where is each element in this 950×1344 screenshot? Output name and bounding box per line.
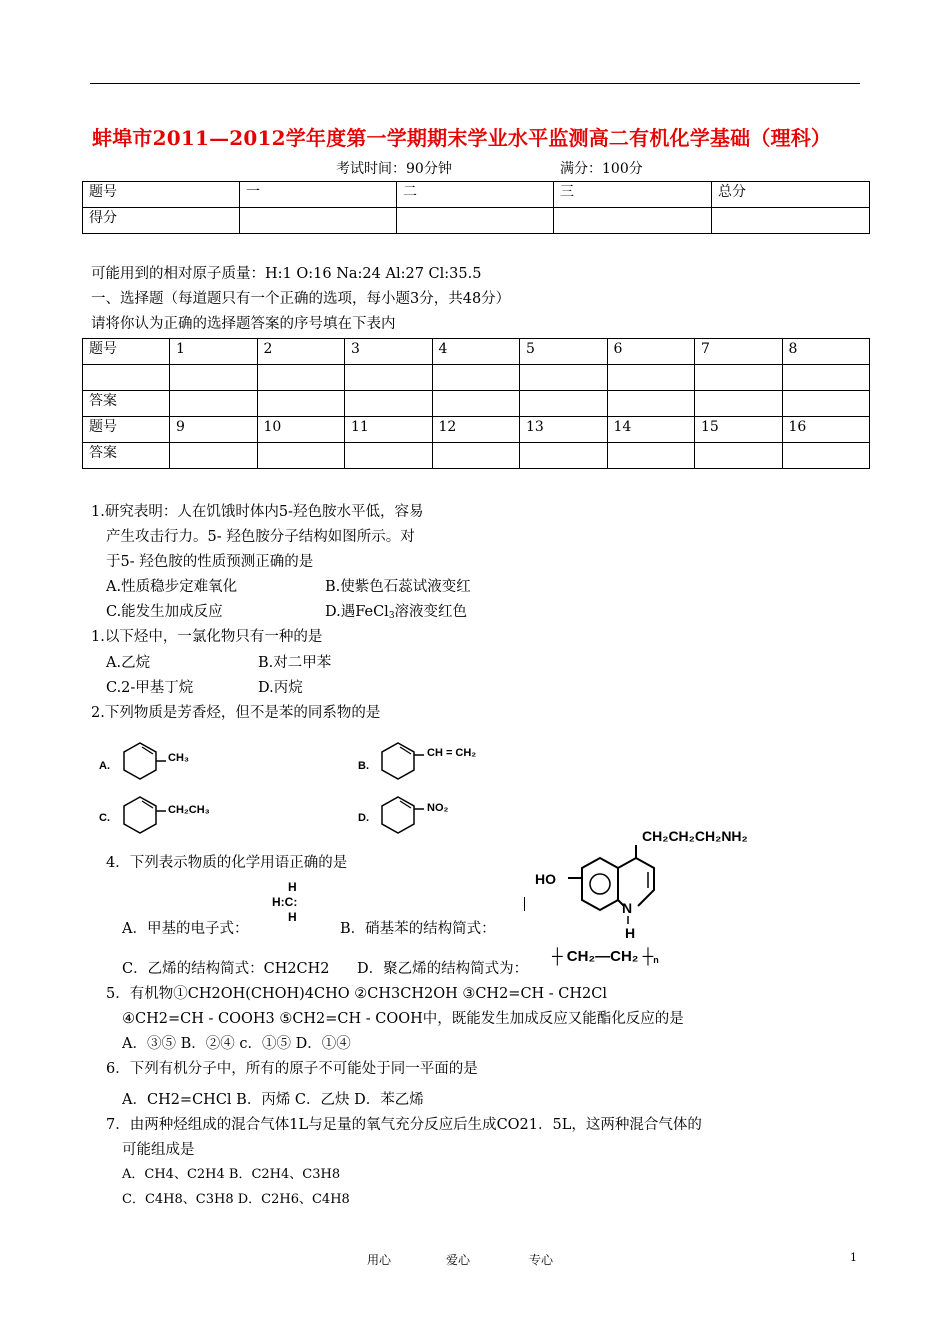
option-c-label: C. [99, 812, 110, 824]
option-a-group: CH₃ [168, 752, 189, 764]
option-c: C.2-甲基丁烷 [106, 680, 194, 696]
answer-cell[interactable] [432, 365, 520, 391]
answer-cell[interactable] [607, 365, 695, 391]
table-row [83, 443, 870, 469]
table-cell: 16 [782, 417, 870, 443]
styrene-structure [376, 738, 436, 786]
question-text: 2.下列物质是芳香烃，但不是苯的同系物的是 [91, 705, 381, 721]
answer-cell[interactable] [520, 365, 608, 391]
divider [524, 897, 525, 911]
footer-text: 爱心 [446, 1253, 471, 1267]
question-text: 可能组成是 [122, 1142, 195, 1158]
question-text: 5．有机物①CH2OH(CHOH)4CHO ②CH3CH2OH ③CH2=CH - CH2Cl [106, 986, 608, 1002]
exam-time: 考试时间：90分钟 [336, 161, 452, 177]
options: A．③⑤ B．②④ c．①⑤ D．①④ [122, 1036, 351, 1052]
option-d-label: D. [358, 812, 369, 824]
answer-cell[interactable] [432, 443, 520, 469]
option-c: C．乙烯的结构简式：CH2CH2 [122, 961, 330, 977]
question-text: 1.以下烃中，一氯化物只有一种的是 [91, 629, 323, 645]
answer-cell[interactable] [520, 391, 608, 417]
answer-cell[interactable] [782, 443, 870, 469]
serotonin-structure [560, 840, 680, 950]
option-b: B.使紫色石蕊试液变红 [325, 579, 471, 595]
option-d: D.遇FeCl$_3$溶液变红色 [325, 604, 468, 621]
answer-cell[interactable] [345, 391, 433, 417]
methyl-h-bottom: H [288, 910, 297, 924]
option-a-label: A. [99, 760, 110, 772]
table-row [83, 339, 870, 365]
table-cell: 二 [397, 182, 554, 208]
table-cell: 13 [520, 417, 608, 443]
page-title: 蚌埠市2011—2012学年度第一学期期末学业水平监测高二有机化学基础（理科） [92, 126, 832, 150]
score-cell[interactable] [397, 208, 554, 234]
table-cell: 10 [257, 417, 345, 443]
answer-cell[interactable] [257, 365, 345, 391]
question-text: 7．由两种烃组成的混合气体1L与足量的氧气充分反应后生成CO21．5L，这两种混合气体的 [106, 1117, 702, 1133]
methyl-h-top: H [288, 880, 297, 894]
full-score: 满分：100分 [560, 161, 643, 177]
answer-cell[interactable] [782, 391, 870, 417]
header-rule [90, 83, 860, 84]
options: A．CH4、C2H4 B．C2H4、C3H8 [122, 1167, 341, 1182]
answer-cell[interactable] [695, 391, 783, 417]
table-row [83, 208, 870, 234]
option-c: C.能发生加成反应 [106, 604, 223, 620]
table-cell: 14 [607, 417, 695, 443]
table-cell: 9 [170, 417, 258, 443]
option-b: B．硝基苯的结构简式： [340, 921, 496, 937]
table-cell: 总分 [712, 182, 870, 208]
table-cell: 题号 [83, 182, 240, 208]
options: A．CH2=CHCl B．丙烯 C．乙炔 D．苯乙烯 [122, 1092, 424, 1108]
option-a: A.乙烷 [106, 655, 151, 671]
option-a: A．甲基的电子式： [122, 921, 249, 937]
nitrobenzene-structure [376, 792, 436, 840]
serotonin-ho: HO [535, 871, 556, 887]
answer-cell[interactable] [520, 443, 608, 469]
table-cell: 三 [554, 182, 712, 208]
answer-cell[interactable] [345, 443, 433, 469]
question-text: 于5- 羟色胺的性质预测正确的是 [106, 554, 314, 570]
table-cell: 得分 [83, 208, 240, 234]
ethylbenzene-structure [118, 792, 178, 840]
table-cell: 答案 [83, 391, 170, 417]
option-d: D．聚乙烯的结构简式为： [357, 961, 529, 977]
table-cell: 15 [695, 417, 783, 443]
option-b: B.对二甲苯 [258, 655, 332, 671]
answer-cell[interactable] [695, 443, 783, 469]
option-b-label: B. [358, 760, 369, 772]
score-cell[interactable] [240, 208, 397, 234]
table-cell: 7 [695, 339, 783, 365]
score-cell[interactable] [554, 208, 712, 234]
answer-cell[interactable] [257, 391, 345, 417]
answer-cell[interactable] [257, 443, 345, 469]
option-a: A.性质稳步定难氧化 [106, 579, 238, 595]
serotonin-h: H [625, 925, 636, 941]
question-text: 4．下列表示物质的化学用语正确的是 [106, 855, 348, 871]
option-b-group: CH = CH₂ [427, 747, 477, 759]
atomic-mass: 可能用到的相对原子质量：H:1 O:16 Na:24 Al:27 Cl:35.5 [91, 266, 482, 282]
table-cell: 1 [170, 339, 258, 365]
answer-cell[interactable] [607, 443, 695, 469]
question-text: ④CH2=CH - COOH3 ⑤CH2=CH - COOH中，既能发生加成反应又能酯化反应的是 [122, 1011, 684, 1027]
option-d-group: NO₂ [427, 802, 449, 814]
answer-table [82, 338, 870, 469]
table-cell: 11 [345, 417, 433, 443]
table-cell: 8 [782, 339, 870, 365]
options: C．C4H8、C3H8 D．C2H6、C4H8 [122, 1192, 350, 1207]
answer-cell[interactable] [170, 443, 258, 469]
table-cell [83, 365, 170, 391]
table-cell: 一 [240, 182, 397, 208]
answer-cell[interactable] [170, 365, 258, 391]
footer-text: 用心 [367, 1253, 392, 1267]
answer-cell[interactable] [345, 365, 433, 391]
section-instruction: 请将你认为正确的选择题答案的序号填在下表内 [91, 316, 396, 332]
answer-cell[interactable] [170, 391, 258, 417]
table-row [83, 182, 870, 208]
section-heading: 一、选择题（每道题只有一个正确的选项，每小题3分，共48分） [91, 291, 511, 307]
table-cell: 4 [432, 339, 520, 365]
page-number: 1 [850, 1251, 857, 1264]
footer-text: 专心 [529, 1253, 554, 1267]
answer-cell[interactable] [782, 365, 870, 391]
table-row [83, 417, 870, 443]
question-text: 1.研究表明：人在饥饿时体内5-羟色胺水平低，容易 [91, 504, 424, 520]
question-text: 6．下列有机分子中，所有的原子不可能处于同一平面的是 [106, 1061, 478, 1077]
table-cell: 题号 [83, 417, 170, 443]
polyethylene-formula: ┼ CH₂—CH₂ $┼_n$ [552, 948, 659, 965]
table-cell: 3 [345, 339, 433, 365]
table-cell: 2 [257, 339, 345, 365]
table-cell: 题号 [83, 339, 170, 365]
option-d: D.丙烷 [258, 680, 303, 696]
option-c-group: CH₂CH₃ [168, 804, 210, 816]
table-cell: 5 [520, 339, 608, 365]
answer-cell[interactable] [695, 365, 783, 391]
answer-cell[interactable] [607, 391, 695, 417]
table-cell: 12 [432, 417, 520, 443]
table-cell: 答案 [83, 443, 170, 469]
methyl-electron-formula: H:C: [272, 895, 298, 909]
serotonin-n: N [622, 900, 633, 916]
score-cell[interactable] [712, 208, 870, 234]
table-cell: 6 [607, 339, 695, 365]
table-row [83, 365, 870, 391]
serotonin-side-chain: CH₂CH₂CH₂NH₂ [642, 828, 748, 844]
score-table [82, 181, 870, 234]
question-text: 产生攻击行力。5- 羟色胺分子结构如图所示。对 [106, 529, 415, 545]
answer-cell[interactable] [432, 391, 520, 417]
table-row [83, 391, 870, 417]
